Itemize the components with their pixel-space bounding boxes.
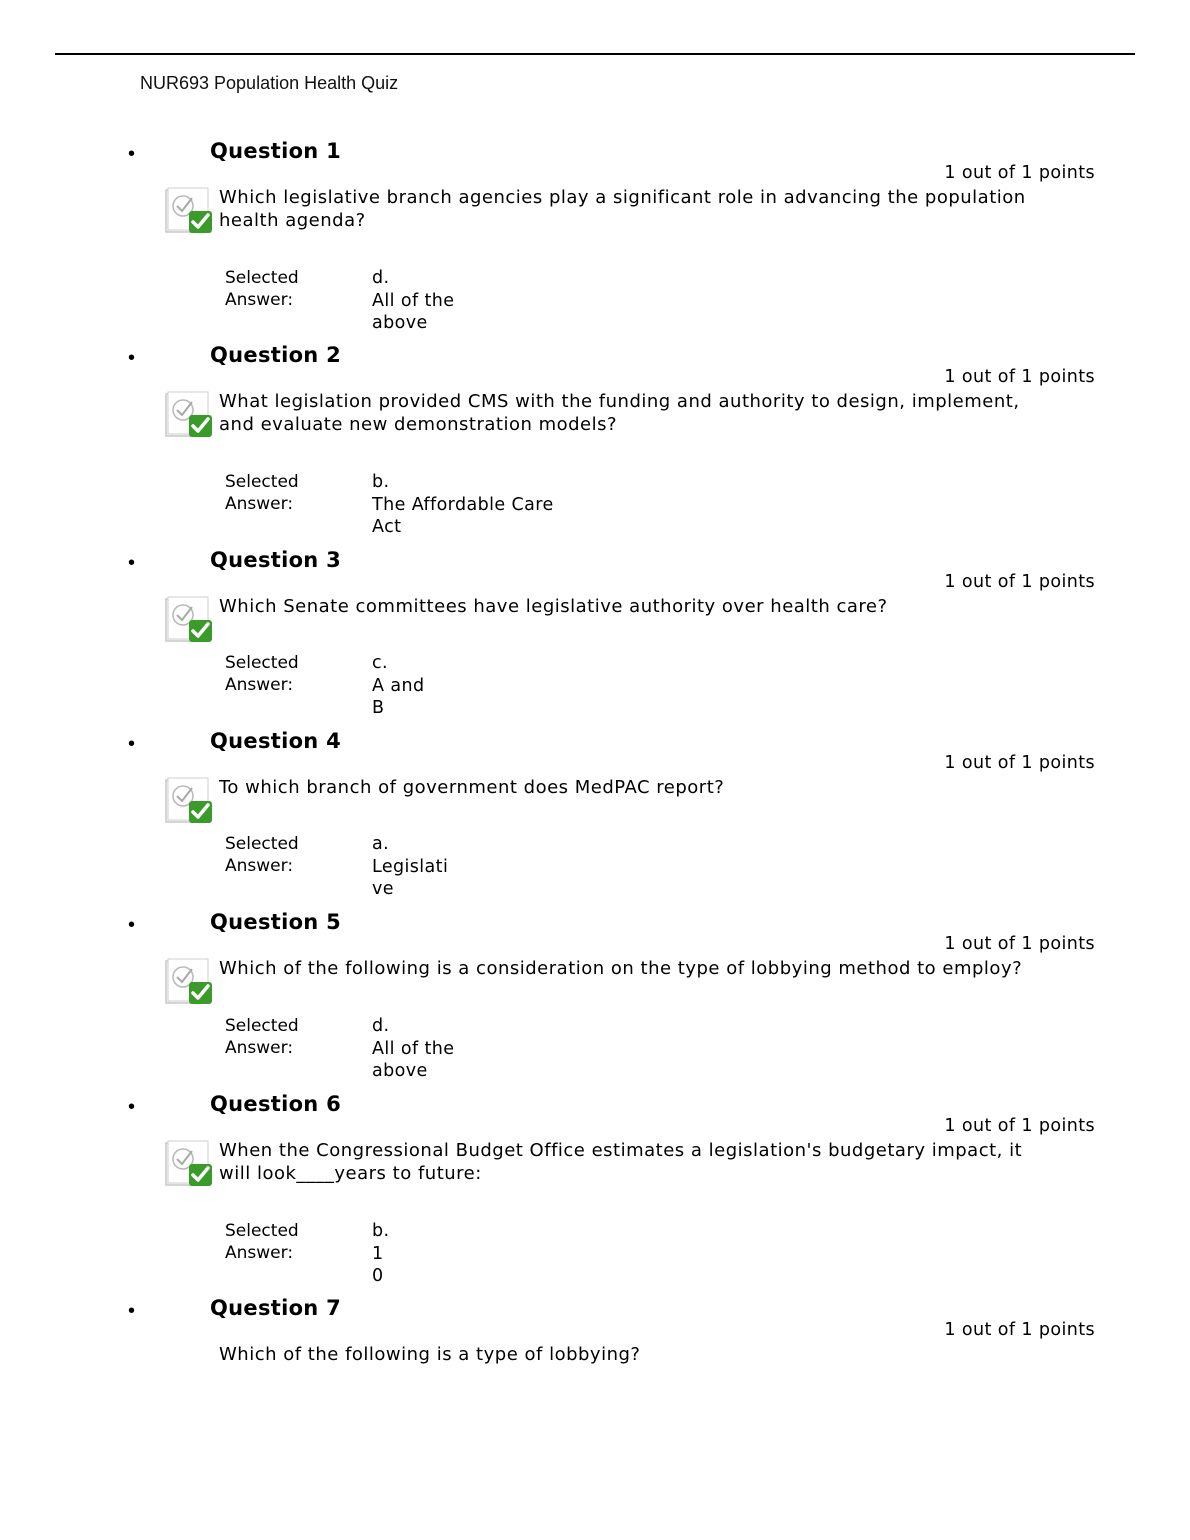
correct-check-icon xyxy=(165,595,215,645)
selected-answer-value: b. 1 0 xyxy=(372,1221,390,1286)
question-heading: Question 6 xyxy=(210,1092,342,1116)
question-heading: Question 1 xyxy=(210,139,342,163)
selected-answer-value: d. All of the above xyxy=(372,1016,455,1081)
selected-answer-label: Selected Answer: xyxy=(225,834,299,876)
selected-answer-value: c. A and B xyxy=(372,653,425,718)
selected-answer-label: Selected Answer: xyxy=(225,653,299,695)
document-title: NUR693 Population Health Quiz xyxy=(140,73,399,93)
bullet: • xyxy=(128,143,136,165)
bullet: • xyxy=(128,552,136,574)
top-rule xyxy=(55,53,1135,55)
correct-check-icon xyxy=(165,776,215,826)
question-text: What legislation provided CMS with the funding and authority to design, implement, and evaluate new demonstration models? xyxy=(219,391,1020,435)
question-heading: Question 7 xyxy=(210,1296,342,1320)
correct-check-icon xyxy=(165,390,215,440)
question-text: Which legislative branch agencies play a significant role in advancing the population health agenda? xyxy=(219,187,1026,231)
question-text: To which branch of government does MedPAC report? xyxy=(219,777,725,798)
points-score: 1 out of 1 points xyxy=(944,163,1095,183)
question-text: Which of the following is a consideration on the type of lobbying method to employ? xyxy=(219,958,1023,979)
points-score: 1 out of 1 points xyxy=(944,572,1095,592)
selected-answer-value: d. All of the above xyxy=(372,268,455,333)
bullet: • xyxy=(128,1300,136,1322)
selected-answer-label: Selected Answer: xyxy=(225,1016,299,1058)
bullet: • xyxy=(128,914,136,936)
selected-answer-value: a. Legislati ve xyxy=(372,834,449,899)
points-score: 1 out of 1 points xyxy=(944,1320,1095,1340)
bullet: • xyxy=(128,733,136,755)
question-heading: Question 5 xyxy=(210,910,342,934)
selected-answer-value: b. The Affordable Care Act xyxy=(372,472,554,537)
correct-check-icon xyxy=(165,957,215,1007)
points-score: 1 out of 1 points xyxy=(944,934,1095,954)
question-text: When the Congressional Budget Office estimates a legislation's budgetary impact, it will look____years to future: xyxy=(219,1140,1023,1184)
selected-answer-label: Selected Answer: xyxy=(225,1221,299,1263)
selected-answer-label: Selected Answer: xyxy=(225,268,299,310)
bullet: • xyxy=(128,347,136,369)
question-text: Which of the following is a type of lobbying? xyxy=(219,1344,641,1365)
points-score: 1 out of 1 points xyxy=(944,1116,1095,1136)
correct-check-icon xyxy=(165,186,215,236)
bullet: • xyxy=(128,1096,136,1118)
points-score: 1 out of 1 points xyxy=(944,753,1095,773)
question-heading: Question 2 xyxy=(210,343,342,367)
selected-answer-label: Selected Answer: xyxy=(225,472,299,514)
question-text: Which Senate committees have legislative authority over health care? xyxy=(219,596,888,617)
question-heading: Question 4 xyxy=(210,729,342,753)
points-score: 1 out of 1 points xyxy=(944,367,1095,387)
question-heading: Question 3 xyxy=(210,548,342,572)
correct-check-icon xyxy=(165,1139,215,1189)
